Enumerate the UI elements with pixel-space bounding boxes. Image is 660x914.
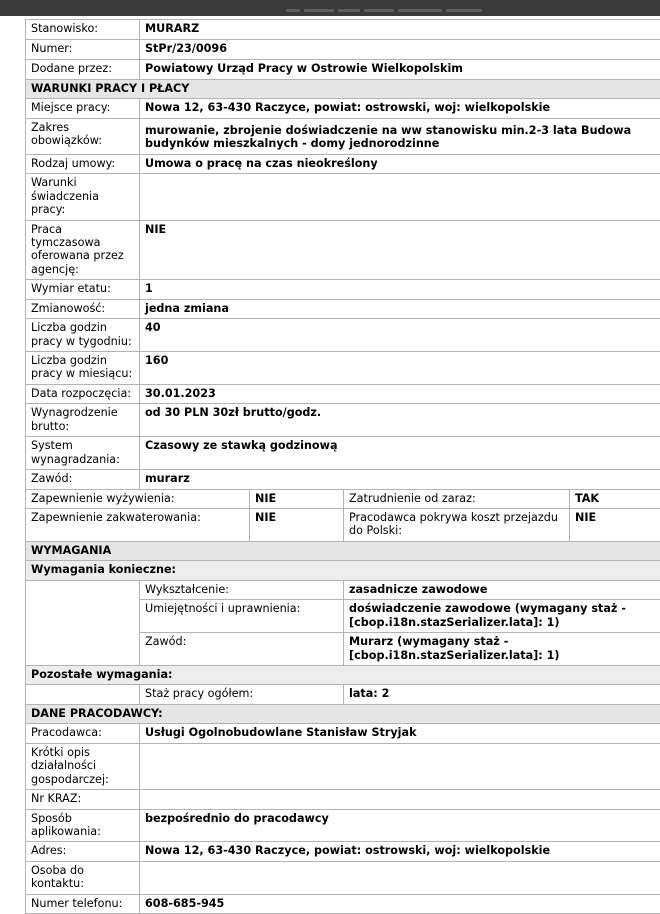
field-label: System wynagradzania: [26,437,140,470]
field-value: Usługi Ogolnobudowlane Stanisław Stryjak [140,724,660,743]
field-value [140,861,660,894]
indent-cell [26,580,140,599]
field-value: 40 [140,319,660,352]
row-adres [26,842,660,861]
row-zawod [26,470,660,489]
toolbar-fragment [446,9,482,12]
indent-cell [26,600,140,633]
field-label: Liczba godzin pracy w tygodniu: [26,319,140,352]
field-value [140,174,660,220]
field-value: Nowa 12, 63-430 Raczyce, powiat: ostrowski, woj: wielkopolskie [140,842,660,861]
field-value: TAK [570,489,660,508]
section-heading: WYMAGANIA [26,541,660,560]
row-godziny-miesiac [26,352,660,385]
row-zakwaterowanie [26,508,660,541]
row-system [26,437,660,470]
field-value: Umowa o pracę na czas nieokreślony [140,154,660,173]
field-label: Sposób aplikowania: [26,809,140,842]
field-label: Krótki opis działalności gospodarczej: [26,743,140,789]
field-label: Umiejętności i uprawnienia: [140,600,344,633]
field-value: 1 [140,280,660,299]
row-data-rozpoczecia [26,384,660,403]
field-value: Nowa 12, 63-430 Raczyce, powiat: ostrowski, woj: wielkopolskie [140,99,660,118]
field-label: Nr KRAZ: [26,790,140,809]
toolbar-fragment [286,9,300,12]
field-value: MURARZ [140,20,660,40]
section-pracodawca [26,704,660,723]
row-zawod-wymagany [26,633,660,666]
toolbar-fragment [364,9,394,12]
field-value: 608-685-945 [140,894,660,913]
field-label: Miejsce pracy: [26,99,140,118]
field-label: Osoba do kontaktu: [26,861,140,894]
field-label: Zatrudnienie od zaraz: [344,489,570,508]
field-label: Numer telefonu: [26,894,140,913]
row-etat [26,280,660,299]
row-umowa [26,154,660,173]
row-wyksztalcenie [26,580,660,599]
field-label: Liczba godzin pracy w miesiącu: [26,352,140,385]
field-value: Czasowy ze stawką godzinową [140,437,660,470]
field-value: murowanie, zbrojenie doświadczenie na ww stanowisku min.2-3 lata Budowa budynków mieszkalnych - domy jednorodzinne [140,118,660,154]
field-value: NIE [250,489,344,508]
row-tymczasowa [26,220,660,280]
row-wyzywienie [26,489,660,508]
row-wynagrodzenie [26,404,660,437]
field-label: Staż pracy ogółem: [140,685,344,704]
field-value: 30.01.2023 [140,384,660,403]
viewer-top-bar [0,0,660,16]
field-value [140,743,660,789]
field-label: Zapewnienie zakwaterowania: [26,508,250,541]
row-numer [26,40,660,60]
field-label: Praca tymczasowa oferowana przez agencję: [26,220,140,280]
field-value: bezpośrednio do pracodawcy [140,809,660,842]
field-value: Murarz (wymagany staż - [cbop.i18n.stazSerializer.lata]: 1) [344,633,660,666]
job-offer-document [25,19,660,914]
field-value: jedna zmiana [140,299,660,318]
section-wymagania [26,541,660,560]
field-value: StPr/23/0096 [140,40,660,60]
section-warunki [26,80,660,99]
row-kraz [26,790,660,809]
row-godziny-tydzien [26,319,660,352]
row-miejsce [26,99,660,118]
field-label: Data rozpoczęcia: [26,384,140,403]
row-opis [26,743,660,789]
field-label: Rodzaj umowy: [26,154,140,173]
field-value: murarz [140,470,660,489]
field-value: doświadczenie zawodowe (wymagany staż - [cbop.i18n.stazSerializer.lata]: 1) [344,600,660,633]
field-label: Dodane przez: [26,60,140,80]
field-label: Wymiar etatu: [26,280,140,299]
field-label: Zmianowość: [26,299,140,318]
field-label: Zapewnienie wyżywienia: [26,489,250,508]
indent-cell [26,685,140,704]
section-heading: WARUNKI PRACY I PŁACY [26,80,660,99]
field-label: Pracodawca pokrywa koszt przejazdu do Polski: [344,508,570,541]
toolbar-fragment [304,9,334,12]
row-staz [26,685,660,704]
row-warunki-swiadczenia [26,174,660,220]
field-label: Zawód: [26,470,140,489]
field-value: lata: 2 [344,685,660,704]
section-heading: DANE PRACODAWCY: [26,704,660,723]
row-umiejetnosci [26,600,660,633]
field-value: NIE [570,508,660,541]
field-label: Adres: [26,842,140,861]
field-value: NIE [250,508,344,541]
field-value: NIE [140,220,660,280]
subsection-pozostale [26,666,660,685]
row-stanowisko [26,20,660,40]
row-sposob [26,809,660,842]
field-label: Zawód: [140,633,344,666]
field-label: Pracodawca: [26,724,140,743]
subsection-heading: Pozostałe wymagania: [26,666,660,685]
job-offer-table [25,19,660,914]
field-value [140,790,660,809]
field-label: Wynagrodzenie brutto: [26,404,140,437]
row-zmianowosc [26,299,660,318]
row-pracodawca [26,724,660,743]
indent-cell [26,633,140,666]
field-value: zasadnicze zawodowe [344,580,660,599]
toolbar-fragment [338,9,360,12]
field-value: od 30 PLN 30zł brutto/godz. [140,404,660,437]
field-value: 160 [140,352,660,385]
field-value: Powiatowy Urząd Pracy w Ostrowie Wielkopolskim [140,60,660,80]
subsection-konieczne [26,561,660,580]
toolbar-fragment [398,9,442,12]
row-dodane [26,60,660,80]
row-zakres [26,118,660,154]
field-label: Wykształcenie: [140,580,344,599]
field-label: Warunki świadczenia pracy: [26,174,140,220]
row-kontakt [26,861,660,894]
subsection-heading: Wymagania konieczne: [26,561,660,580]
field-label: Numer: [26,40,140,60]
field-label: Stanowisko: [26,20,140,40]
field-label: Zakres obowiązków: [26,118,140,154]
row-telefon [26,894,660,913]
